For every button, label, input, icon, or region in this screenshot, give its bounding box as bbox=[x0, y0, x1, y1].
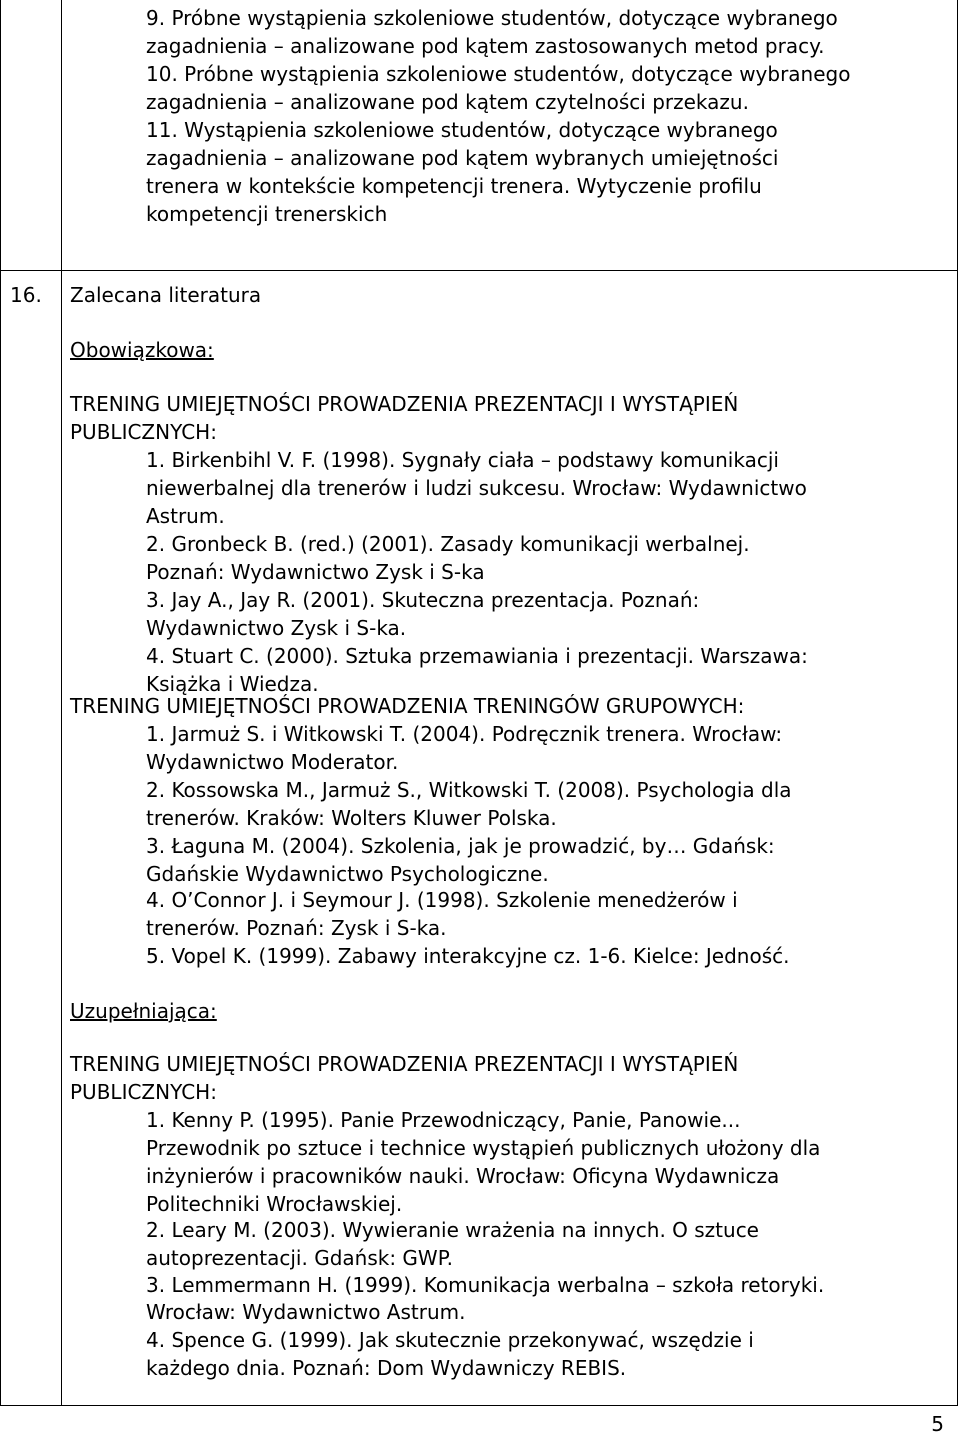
group2-heading: TRENING UMIEJĘTNOŚCI PROWADZENIA TRENINGÓW GRUPOWYCH: bbox=[70, 694, 745, 718]
list-item: trenerów. Poznań: Zysk i S-ka. bbox=[146, 916, 447, 940]
list-item: Astrum. bbox=[146, 504, 225, 528]
item-11-line-2: zagadnienia – analizowane pod kątem wybranych umiejętności bbox=[146, 146, 779, 170]
list-item: 4. Stuart C. (2000). Sztuka przemawiania i prezentacji. Warszawa: bbox=[146, 644, 808, 668]
list-item: Wydawnictwo Zysk i S-ka. bbox=[146, 616, 407, 640]
list-item: trenerów. Kraków: Wolters Kluwer Polska. bbox=[146, 806, 557, 830]
list-item: Wydawnictwo Moderator. bbox=[146, 750, 399, 774]
list-item: Przewodnik po sztuce i technice wystąpień publicznych ułożony dla bbox=[146, 1136, 821, 1160]
list-item: inżynierów i pracowników nauki. Wrocław: Oficyna Wydawnicza bbox=[146, 1164, 780, 1188]
list-item: 2. Leary M. (2003). Wywieranie wrażenia na innych. O sztuce bbox=[146, 1218, 759, 1242]
item-10-line-2: zagadnienia – analizowane pod kątem czytelności przekazu. bbox=[146, 90, 749, 114]
list-item: 3. Jay A., Jay R. (2001). Skuteczna prezentacja. Poznań: bbox=[146, 588, 700, 612]
list-item: 1. Jarmuż S. i Witkowski T. (2004). Podręcznik trenera. Wrocław: bbox=[146, 722, 783, 746]
list-item: autoprezentacji. Gdańsk: GWP. bbox=[146, 1246, 453, 1270]
list-item: 3. Lemmermann H. (1999). Komunikacja werbalna – szkoła retoryki. bbox=[146, 1273, 825, 1297]
group3-heading-line-2: PUBLICZNYCH: bbox=[70, 1080, 217, 1104]
uzupelniajaca-label: Uzupełniająca: bbox=[70, 999, 217, 1023]
list-item: 4. O’Connor J. i Seymour J. (1998). Szkolenie menedżerów i bbox=[146, 888, 738, 912]
column-divider bbox=[61, 0, 62, 1406]
list-item: 2. Gronbeck B. (red.) (2001). Zasady komunikacji werbalnej. bbox=[146, 532, 750, 556]
item-9-line-1: 9. Próbne wystąpienia szkoleniowe studentów, dotyczące wybranego bbox=[146, 6, 838, 30]
list-item: 2. Kossowska M., Jarmuż S., Witkowski T. (2008). Psychologia dla bbox=[146, 778, 792, 802]
list-item: Politechniki Wrocławskiej. bbox=[146, 1192, 403, 1216]
list-item: 5. Vopel K. (1999). Zabawy interakcyjne cz. 1-6. Kielce: Jedność. bbox=[146, 944, 790, 968]
item-11-line-1: 11. Wystąpienia szkoleniowe studentów, dotyczące wybranego bbox=[146, 118, 778, 142]
item-11-line-4: kompetencji trenerskich bbox=[146, 202, 388, 226]
list-item: 3. Łaguna M. (2004). Szkolenia, jak je prowadzić, by… Gdańsk: bbox=[146, 834, 775, 858]
item-10-line-1: 10. Próbne wystąpienia szkoleniowe studentów, dotyczące wybranego bbox=[146, 62, 851, 86]
list-item: 4. Spence G. (1999). Jak skutecznie przekonywać, wszędzie i bbox=[146, 1328, 754, 1352]
item-9-line-2: zagadnienia – analizowane pod kątem zastosowanych metod pracy. bbox=[146, 34, 825, 58]
list-item: Wrocław: Wydawnictwo Astrum. bbox=[146, 1300, 466, 1324]
obowiazkowa-label: Obowiązkowa: bbox=[70, 338, 214, 362]
list-item: 1. Kenny P. (1995). Panie Przewodniczący, Panie, Panowie... bbox=[146, 1108, 741, 1132]
section-number: 16. bbox=[10, 283, 42, 307]
list-item: niewerbalnej dla trenerów i ludzi sukcesu. Wrocław: Wydawnictwo bbox=[146, 476, 807, 500]
list-item: Książka i Wiedza. bbox=[146, 672, 319, 696]
page-number: 5 bbox=[931, 1412, 944, 1436]
list-item: Gdańskie Wydawnictwo Psychologiczne. bbox=[146, 862, 549, 886]
section-title: Zalecana literatura bbox=[70, 283, 262, 307]
row-divider bbox=[0, 270, 958, 271]
list-item: każdego dnia. Poznań: Dom Wydawniczy REBIS. bbox=[146, 1356, 627, 1380]
group3-heading-line-1: TRENING UMIEJĘTNOŚCI PROWADZENIA PREZENTACJI I WYSTĄPIEŃ bbox=[70, 1052, 739, 1076]
list-item: 1. Birkenbihl V. F. (1998). Sygnały ciała – podstawy komunikacji bbox=[146, 448, 779, 472]
group1-heading-line-1: TRENING UMIEJĘTNOŚCI PROWADZENIA PREZENTACJI I WYSTĄPIEŃ bbox=[70, 392, 739, 416]
list-item: Poznań: Wydawnictwo Zysk i S-ka bbox=[146, 560, 485, 584]
item-11-line-3: trenera w kontekście kompetencji trenera. Wytyczenie profilu bbox=[146, 174, 762, 198]
group1-heading-line-2: PUBLICZNYCH: bbox=[70, 420, 217, 444]
